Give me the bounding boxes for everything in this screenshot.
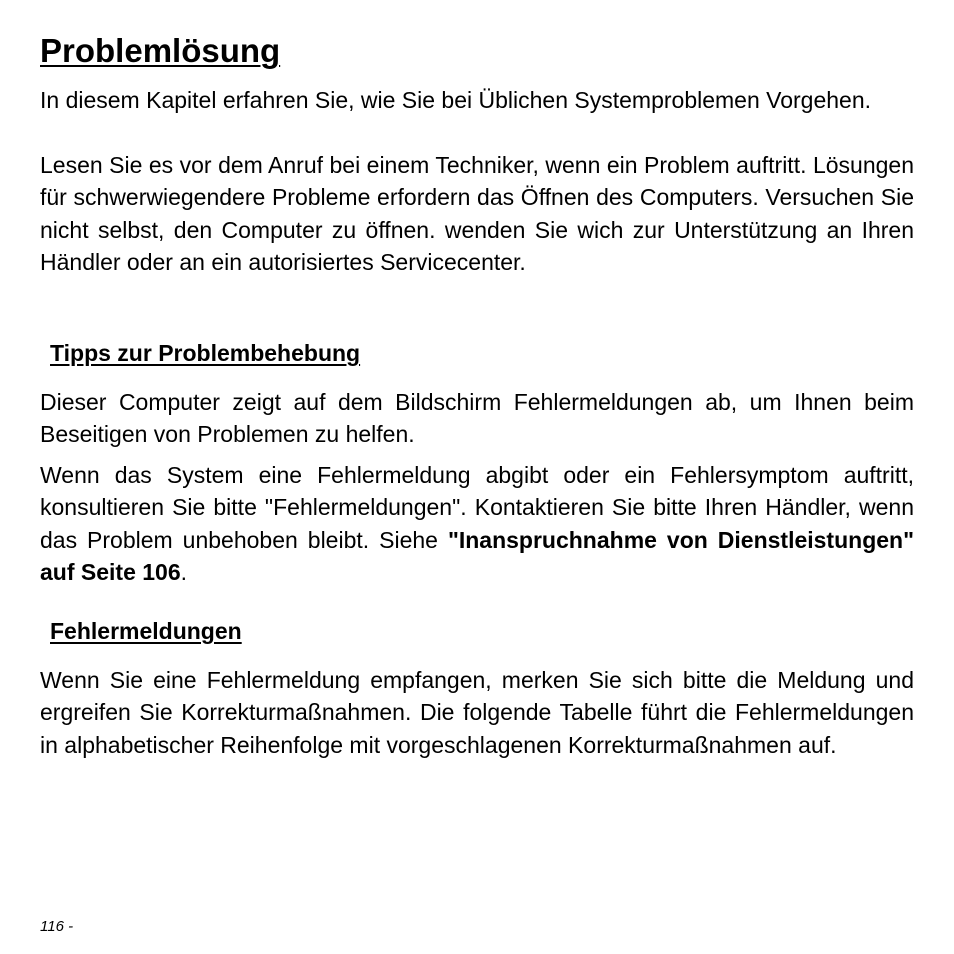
service-reference-link[interactable]: "Inanspruchnahme von Dienstleistungen" auf Seite 106 bbox=[40, 526, 914, 586]
page-title: Problemlösung bbox=[40, 32, 281, 69]
troubleshooting-paragraph-1: Dieser Computer zeigt auf dem Bildschirm Fehlermeldungen ab, um Ihnen beim Beseitigen von Problemen zu helfen. bbox=[40, 389, 914, 448]
section-heading-error-messages: Fehlermeldungen bbox=[50, 618, 242, 644]
page-number: 116 - bbox=[40, 918, 74, 935]
section-heading-troubleshooting-tips: Tipps zur Problembehebung bbox=[50, 340, 361, 366]
error-messages-paragraph: Wenn Sie eine Fehlermeldung empfangen, merken Sie sich bitte die Meldung und ergreifen Sie Korrekturmaßnahmen. Die folgende Tabelle führt die Fehlermeldungen in alphabetischer Reihenfolge mit vorgeschlagenen Korrekturmaßnahmen auf. bbox=[40, 667, 914, 758]
troubleshooting-paragraph-2-text: Wenn das System eine Fehlermeldung abgibt oder ein Fehlersymptom auftritt, konsultieren Sie bitte "Fehlermeldungen". Kontaktieren Sie bitte Ihren Händler, wenn das Problem unbehoben bleibt. Siehe bbox=[40, 462, 914, 553]
troubleshooting-paragraph-2-end: . bbox=[180, 559, 188, 586]
troubleshooting-paragraph-2 bbox=[40, 459, 914, 589]
intro-paragraph-1: In diesem Kapitel erfahren Sie, wie Sie bei Üblichen Systemproblemen Vorgehen. bbox=[40, 87, 872, 113]
intro-paragraph-2: Lesen Sie es vor dem Anruf bei einem Techniker, wenn ein Problem auftritt. Lösungen für schwerwiegendere Probleme erfordern das Öffnen des Computers. Versuchen Sie nicht selbst, den Computer zu öffnen. wenden Sie wich zur Unterstützung an Ihren Händler oder an ein autorisiertes Servicecenter. bbox=[40, 152, 914, 276]
